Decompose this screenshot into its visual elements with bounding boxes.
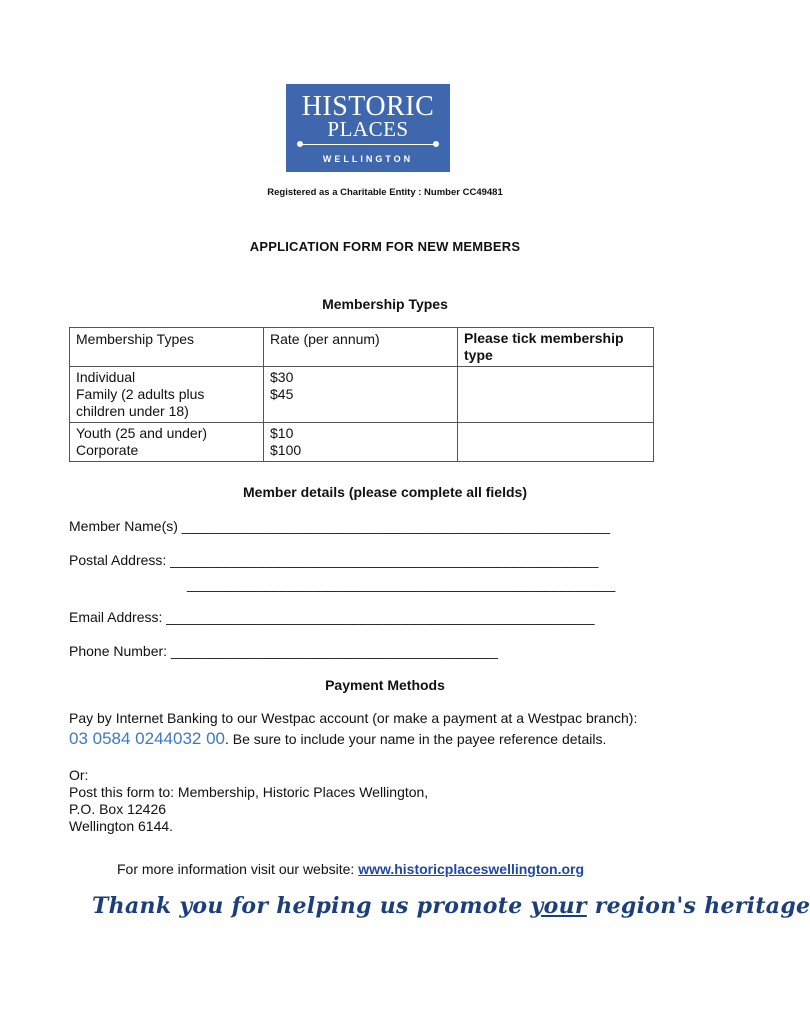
logo-dot-left — [297, 141, 303, 147]
thanks-underlined: your — [530, 893, 587, 919]
form-title: APPLICATION FORM FOR NEW MEMBERS — [249, 239, 521, 254]
row-rate: $10 $100 — [264, 423, 458, 462]
membership-table — [69, 327, 654, 462]
thanks-before: Thank you for helping us promote — [92, 893, 531, 919]
payment-methods-heading: Payment Methods — [325, 677, 445, 693]
table-header-row — [70, 328, 654, 367]
header-membership-types: Membership Types — [70, 328, 264, 367]
payment-line-2 — [69, 730, 606, 748]
logo-rule — [300, 144, 436, 145]
payment-line-1: Pay by Internet Banking to our Westpac account (or make a payment at a Westpac branch): — [69, 710, 638, 726]
header-rate: Rate (per annum) — [264, 328, 458, 367]
phone-field[interactable]: Phone Number: __________________________________________ — [69, 643, 498, 659]
payee-instruction: . Be sure to include your name in the payee reference details. — [225, 731, 607, 747]
historic-places-logo — [286, 84, 450, 172]
more-info — [117, 861, 584, 878]
logo-line-3: WELLINGTON — [322, 154, 414, 164]
postal-address-field[interactable]: Postal Address: _______________________________________________________ — [69, 552, 599, 568]
more-info-text: For more information visit our website: — [117, 861, 359, 877]
row-tick-box[interactable] — [458, 423, 654, 462]
post-line-2: P.O. Box 12426 — [69, 801, 167, 817]
member-name-field[interactable]: Member Name(s) _______________________________________________________ — [69, 518, 611, 534]
post-line-3: Wellington 6144. — [69, 818, 174, 834]
logo-line-1: HISTORIC — [301, 91, 435, 122]
email-field[interactable]: Email Address: _______________________________________________________ — [69, 609, 595, 625]
post-line-1: Post this form to: Membership, Historic Places Wellington, — [69, 784, 429, 800]
account-number: 03 0584 0244032 00 — [69, 729, 225, 748]
table-row — [70, 367, 654, 423]
header-tick: Please tick membership type — [458, 328, 654, 367]
thank-you-message — [92, 893, 810, 919]
logo-line-2: PLACES — [327, 117, 409, 141]
website-link[interactable]: www.historicplaceswellington.org — [358, 861, 585, 877]
or-text: Or: — [69, 767, 89, 783]
logo-dot-right — [433, 141, 439, 147]
member-details-heading: Member details (please complete all fields) — [243, 484, 527, 500]
postal-address-line-2[interactable]: _______________________________________________________ — [187, 576, 616, 592]
thanks-after: region's heritage — [586, 893, 810, 919]
row-type: Youth (25 and under) Corporate — [70, 423, 264, 462]
row-rate: $30 $45 — [264, 367, 458, 423]
row-tick-box[interactable] — [458, 367, 654, 423]
table-row — [70, 423, 654, 462]
membership-types-heading: Membership Types — [322, 296, 448, 312]
registration-text: Registered as a Charitable Entity : Number CC49481 — [267, 187, 503, 198]
row-type: Individual Family (2 adults plus children under 18) — [70, 367, 264, 423]
